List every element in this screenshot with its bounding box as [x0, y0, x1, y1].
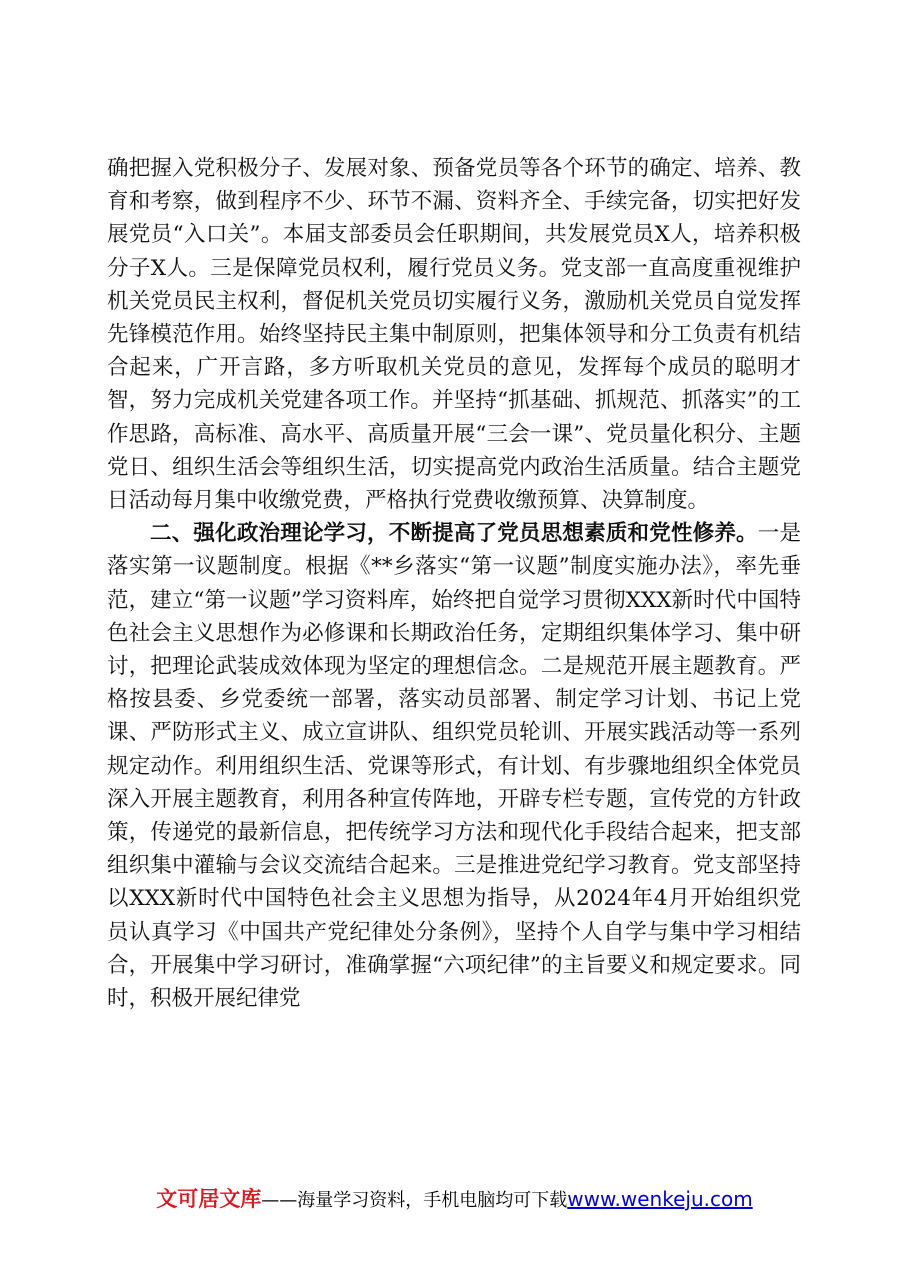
document-body [107, 152, 801, 1015]
section-heading: 二、强化政治理论学习，不断提高了党员思想素质和党性修养。 [150, 521, 758, 547]
paragraph-section-two [107, 517, 801, 1015]
footer-url-link[interactable]: www.wenkeju.com [567, 1187, 753, 1211]
paragraph-text: 一是落实第一议题制度。根据《**乡落实“第一议题”制度实施办法》，率先垂范，建立“第一议题”学习资料库，始终把自觉学习贯彻XXX新时代中国特色社会主义思想作为必修课和长期政治任务，定期组织集体学习、集中研讨，把理论武装成效体现为坚定的理想信念。二是规范开展主题教育。严格按县委、乡党委统一部署，落实动员部署、制定学习计划、书记上党课、严防形式主义、成立宣讲队、组织党员轮训、开展实践活动等一系列规定动作。利用组织生活、党课等形式，有计划、有步骤地组织全体党员深入开展主题教育，利用各种宣传阵地，开辟专栏专题，宣传党的方针政策，传递党的最新信息，把传统学习方法和现代化手段结合起来，把支部组织集中灌输与会议交流结合起来。三是推进党纪学习教育。党支部坚持以XXX新时代中国特色社会主义思想为指导，从2024年4月开始组织党员认真学习《中国共产党纪律处分条例》，坚持个人自学与集中学习相结合，开展集中学习研讨，准确掌握“六项纪律”的主旨要义和规定要求。同时，积极开展纪律党 [107, 521, 801, 1012]
footer-banner [0, 1183, 909, 1213]
paragraph-continuation [107, 152, 801, 517]
footer-tagline: ——海量学习资料，手机电脑均可下载 [261, 1190, 568, 1211]
footer-brand: 文可居文库 [156, 1187, 262, 1211]
paragraph-text: 确把握入党积极分子、发展对象、预备党员等各个环节的确定、培养、教育和考察，做到程序不少、环节不漏、资料齐全、手续完备，切实把好发展党员“入口关”。本届支部委员会任职期间，共发展党员X人，培养积极分子X人。三是保障党员权利，履行党员义务。党支部一直高度重视维护机关党员民主权利，督促机关党员切实履行义务，激励机关党员自觉发挥先锋模范作用。始终坚持民主集中制原则，把集体领导和分工负责有机结合起来，广开言路，多方听取机关党员的意见，发挥每个成员的聪明才智，努力完成机关党建各项工作。并坚持“抓基础、抓规范、抓落实”的工作思路，高标准、高水平、高质量开展“三会一课”、党员量化积分、主题党日、组织生活会等组织生活，切实提高党内政治生活质量。结合主题党日活动每月集中收缴党费，严格执行党费收缴预算、决算制度。 [107, 156, 801, 514]
